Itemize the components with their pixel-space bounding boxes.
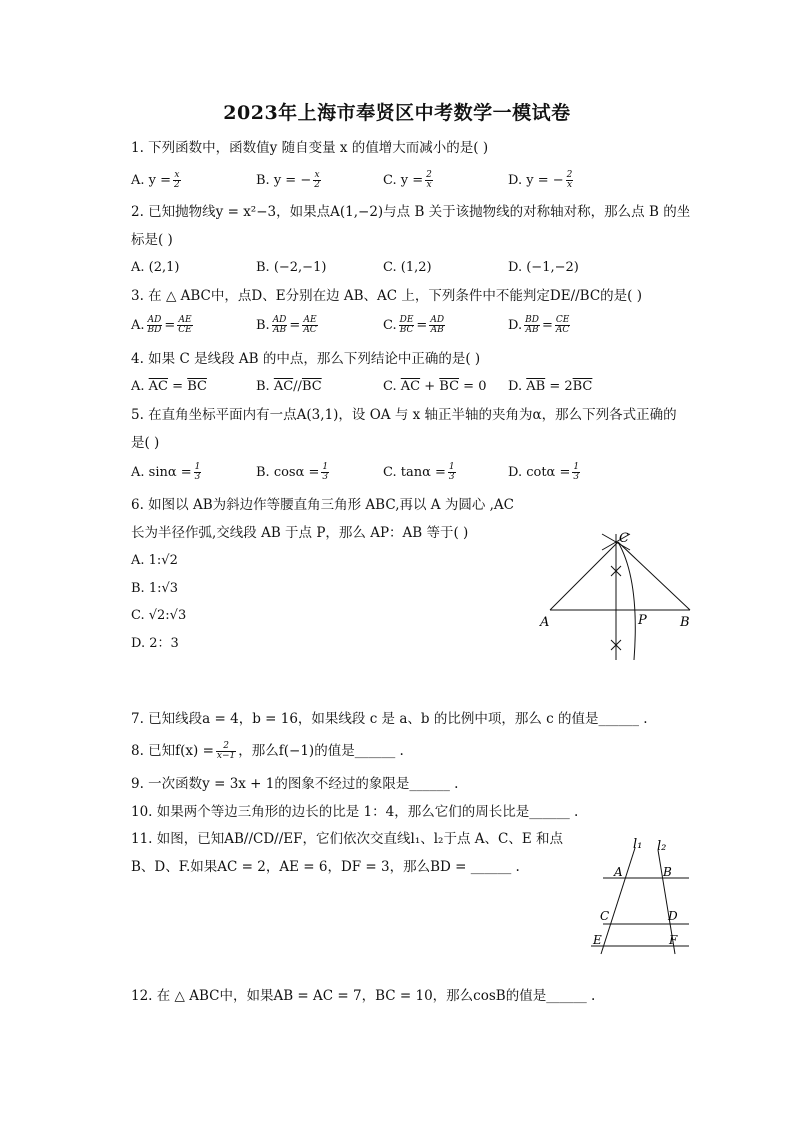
q5-option-b: B. cosα = $\frac{1}{3}$ xyxy=(256,462,329,482)
q11-label-e: E xyxy=(593,933,602,947)
q3-stem: 3. 在 △ ABC中，点D、E分别在边 AB、AC 上，下列条件中不能判定DE//BC的是( ) xyxy=(131,288,642,304)
q3-option-a: A. $\frac{AD}{BD}$ = $\frac{AE}{CE}$ xyxy=(131,315,192,335)
q7: 7. 已知线段a = 4，b = 16，如果线段 c 是 a、b 的比例中项，那么 c 的值是______ . xyxy=(131,711,648,727)
q6-segment-bc xyxy=(618,542,690,610)
q5-stem-cont: 是( ) xyxy=(131,435,160,451)
q2-stem-cont: 标是( ) xyxy=(131,232,173,248)
q11-label-l1: l₁ xyxy=(633,837,643,852)
q6-label-a: A xyxy=(540,615,550,630)
q5-option-d: D. cotα = $\frac{1}{3}$ xyxy=(508,462,580,482)
q3-option-c: C. $\frac{DE}{BC}$ = $\frac{AD}{AB}$ xyxy=(383,315,445,335)
q6-label-p: P xyxy=(638,613,647,628)
q2-option-d: D. (−1,−2) xyxy=(508,260,579,275)
q1-option-d: D. y = − $\frac{2}{x}$ xyxy=(508,170,573,190)
q2-stem: 2. 已知抛物线y = x²−3，如果点A(1,−2)与点 B 关于该抛物线的对称轴对称，那么点 B 的坐 xyxy=(131,204,691,220)
q6-option-c: C. √2:√3 xyxy=(131,608,187,623)
q1-option-b: B. y = − $\frac{x}{2}$ xyxy=(256,170,320,190)
q8: 8. 已知f(x) = $\frac{2}{x-1}$ ，那么f(−1)的值是______ . xyxy=(131,741,404,761)
q6-option-d: D. 2：3 xyxy=(131,636,179,651)
q6-option-a: A. 1:√2 xyxy=(131,553,178,568)
q4-option-d: D. $\overline{AB} = 2\overline{BC}$ xyxy=(508,379,593,394)
q11-stem: 11. 如图，已知AB//CD//EF，它们依次交直线l₁、l₂于点 A、C、E 和点 xyxy=(131,831,563,847)
q11-line-l1 xyxy=(601,848,635,954)
q6-stem: 6. 如图以 AB为斜边作等腰直角三角形 ABC,再以 A 为圆心 ,AC xyxy=(131,497,514,513)
q11-label-b: B xyxy=(663,865,672,879)
q2-option-b: B. (−2,−1) xyxy=(256,260,327,275)
page-title: 2023年上海市奉贤区中考数学一模试卷 xyxy=(223,102,571,124)
q6-label-c: C xyxy=(619,531,629,546)
q11-stem-cont: B、D、F.如果AC = 2，AE = 6，DF = 3，那么BD = ______ . xyxy=(131,859,520,875)
q6-option-b: B. 1:√3 xyxy=(131,581,179,596)
q5-option-c: C. tanα = $\frac{1}{3}$ xyxy=(383,462,455,482)
q6-label-b: B xyxy=(680,615,690,630)
q1-option-a: A. y = $\frac{x}{2}$ xyxy=(131,170,180,190)
q4-option-a: A. $\overline{AC} = \overline{BC}$ xyxy=(131,379,207,394)
q11-label-a: A xyxy=(614,865,623,879)
q4-stem: 4. 如果 C 是线段 AB 的中点，那么下列结论中正确的是( ) xyxy=(131,351,481,367)
q4-option-b: B. $\overline{AC}//\overline{BC}$ xyxy=(256,379,322,394)
q5-option-a: A. sinα = $\frac{1}{3}$ xyxy=(131,462,201,482)
q6-stem-cont: 长为半径作弧,交线段 AB 于点 P，那么 AP：AB 等于( ) xyxy=(131,525,469,541)
q9: 9. 一次函数y = 3x + 1的图象不经过的象限是______ . xyxy=(131,776,459,792)
q4-option-c: C. $\overline{AC} + \overline{BC} = 0$ xyxy=(383,379,487,394)
q10: 10. 如果两个等边三角形的边长的比是 1：4，那么它们的周长比是______ . xyxy=(131,804,579,820)
q11-label-f: F xyxy=(669,933,678,947)
q3-option-b: B. $\frac{AD}{AB}$ = $\frac{AE}{AC}$ xyxy=(256,315,317,335)
q2-option-a: A. (2,1) xyxy=(131,260,180,275)
q11-figure xyxy=(585,834,700,959)
q3-option-d: D. $\frac{BD}{AB}$ = $\frac{CE}{AC}$ xyxy=(508,315,570,335)
q6-figure xyxy=(530,520,710,670)
q6-segment-ac xyxy=(550,542,618,610)
q1-option-c: C. y = $\frac{2}{x}$ xyxy=(383,170,432,190)
q6-arc xyxy=(618,542,635,660)
q11-label-c: C xyxy=(600,909,610,923)
q12: 12. 在 △ ABC中，如果AB = AC = 7，BC = 10，那么cosB的值是______ . xyxy=(131,988,596,1004)
q11-label-d: D xyxy=(668,909,678,923)
q2-option-c: C. (1,2) xyxy=(383,260,432,275)
q11-label-l2: l₂ xyxy=(657,839,667,854)
q1-stem: 1. 下列函数中，函数值y 随自变量 x 的值增大而减小的是( ) xyxy=(131,140,489,156)
q5-stem: 5. 在直角坐标平面内有一点A(3,1)，设 OA 与 x 轴正半轴的夹角为α，那么下列各式正确的 xyxy=(131,407,677,423)
